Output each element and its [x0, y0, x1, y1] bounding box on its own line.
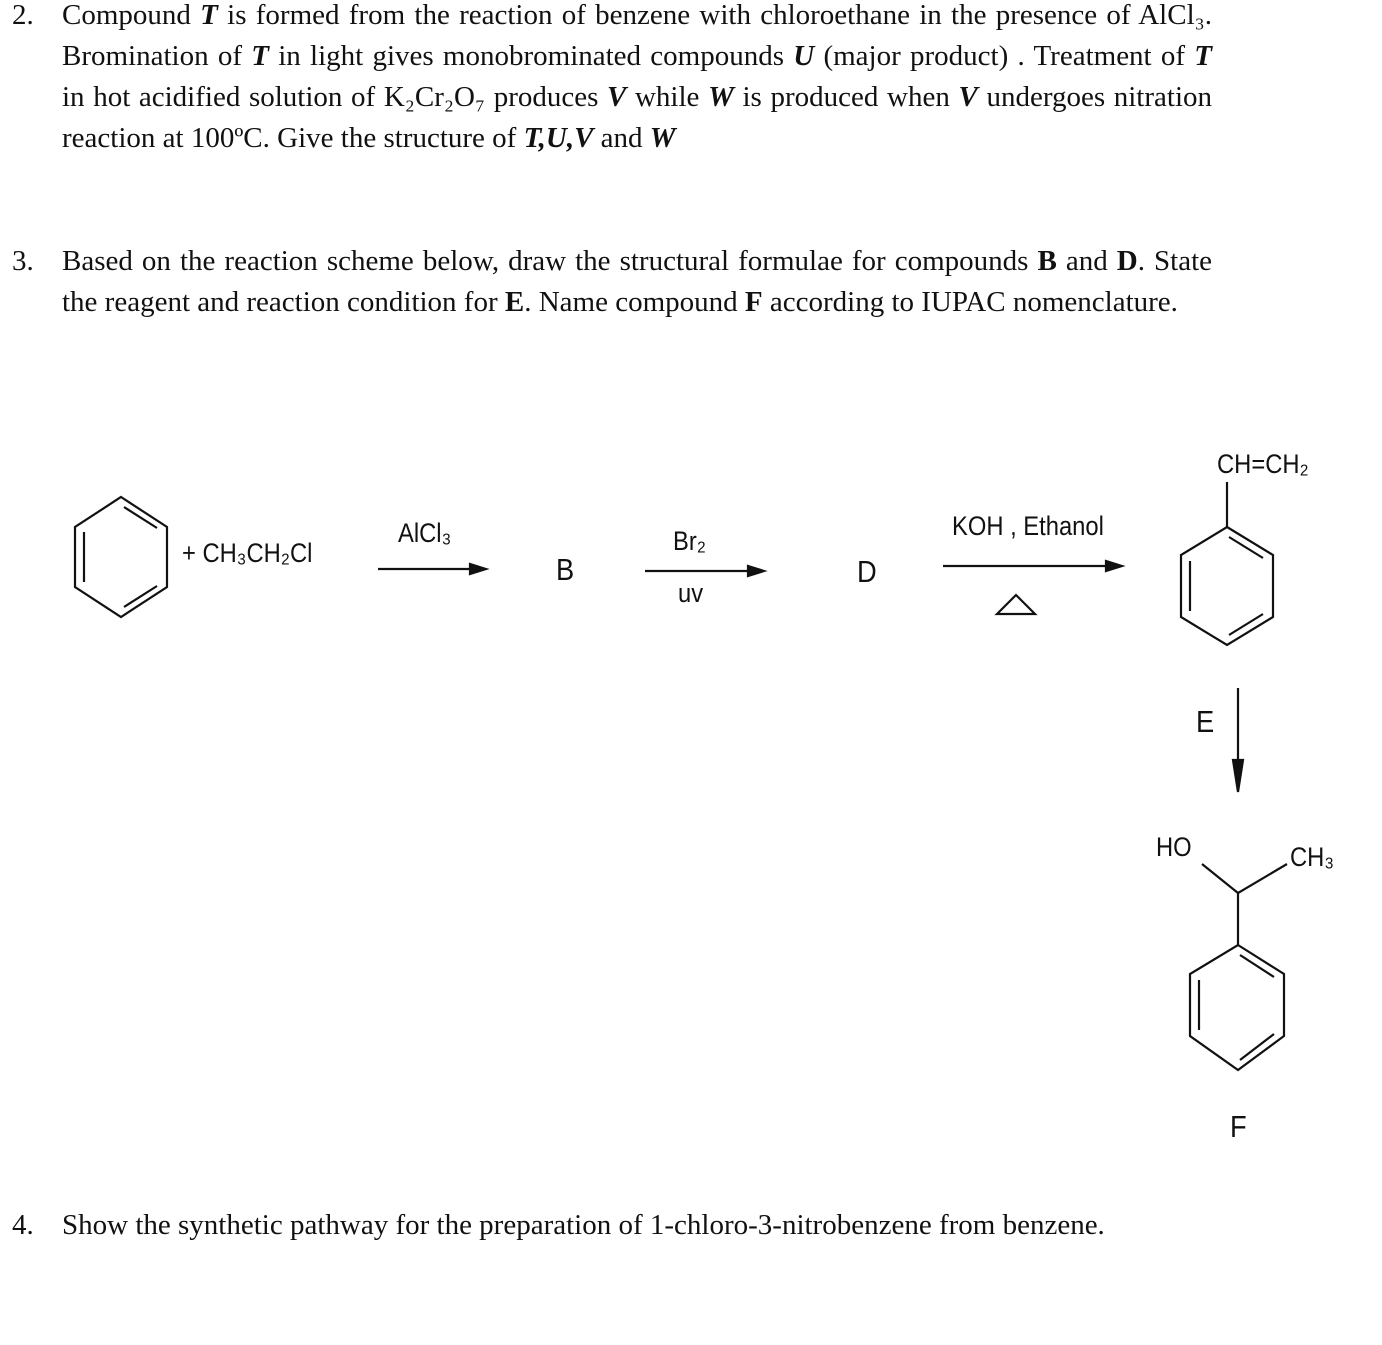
reagent-alcl3: AlCl₃ — [398, 518, 452, 548]
step-e-label: E — [1196, 704, 1215, 739]
compound-f-label: F — [1230, 1109, 1247, 1144]
text: . Name compound — [524, 286, 745, 318]
reaction-arrow — [645, 566, 764, 576]
compounds-tuv: T,U,V — [523, 122, 594, 154]
reaction-arrow — [378, 564, 486, 574]
text: Compound — [62, 0, 201, 31]
text: and — [1056, 245, 1117, 277]
styrene-structure — [1181, 482, 1273, 645]
compound-b-label: B — [556, 552, 575, 587]
reaction-arrow-down — [1233, 688, 1243, 792]
text: Based on the reaction scheme below, draw the structural formulae for compounds — [62, 245, 1038, 277]
text: is produced when — [733, 81, 959, 113]
compound-u: U — [793, 40, 815, 72]
text: according to IUPAC nomenclature. — [762, 286, 1178, 318]
compound-t: T — [200, 0, 218, 31]
vinyl-group-label: CH=CH₂ — [1217, 449, 1309, 479]
question-number: 3. — [12, 245, 34, 277]
compound-t: T — [251, 40, 269, 72]
compound-w: W — [708, 81, 734, 113]
text: undergoes nitration reaction at 100ºC. Give the structure of — [62, 81, 1213, 154]
question-text: Show the synthetic pathway for the preparation of 1-chloro-3-nitrobenzene from benzene. — [62, 1209, 1105, 1241]
text: and — [593, 122, 650, 154]
question-number: 4. — [12, 1209, 34, 1241]
text: (major product) . Treatment of — [814, 40, 1195, 72]
reagent-br2: Br₂ — [673, 526, 706, 556]
compound-v: V — [607, 81, 627, 113]
heat-triangle-icon — [997, 595, 1035, 614]
text: while — [626, 81, 709, 113]
condition-uv: uv — [678, 578, 704, 608]
compound-f: F — [744, 286, 763, 318]
benzene-ring — [75, 497, 167, 617]
compound-d-label: D — [857, 554, 877, 589]
text: . State the reagent and reaction condition for — [62, 245, 1212, 318]
methyl-label: CH₃ — [1290, 842, 1334, 872]
reagent-koh-ethanol: KOH , Ethanol — [952, 511, 1104, 541]
text: in light gives monobrominated compounds — [268, 40, 794, 72]
compound-w: W — [649, 122, 676, 154]
reactant-chloroethane: + CH₃CH₂Cl — [182, 538, 313, 568]
question-number: 2. — [12, 0, 34, 31]
question-4 — [0, 1205, 1212, 1246]
compound-e: E — [504, 286, 525, 318]
compound-v: V — [958, 81, 978, 113]
compound-f-structure — [1190, 864, 1287, 1070]
reaction-arrow — [943, 561, 1122, 571]
text: in hot acidified solution of K₂Cr₂O₇ produces — [62, 81, 608, 113]
compound-t: T — [1194, 40, 1212, 72]
text: is formed from the reaction of benzene with chloroethane in the presence of AlCl₃. Bromination of — [62, 0, 1212, 72]
hydroxyl-label: HO — [1156, 832, 1192, 862]
compound-b: B — [1037, 245, 1057, 277]
compound-d: D — [1116, 245, 1138, 277]
